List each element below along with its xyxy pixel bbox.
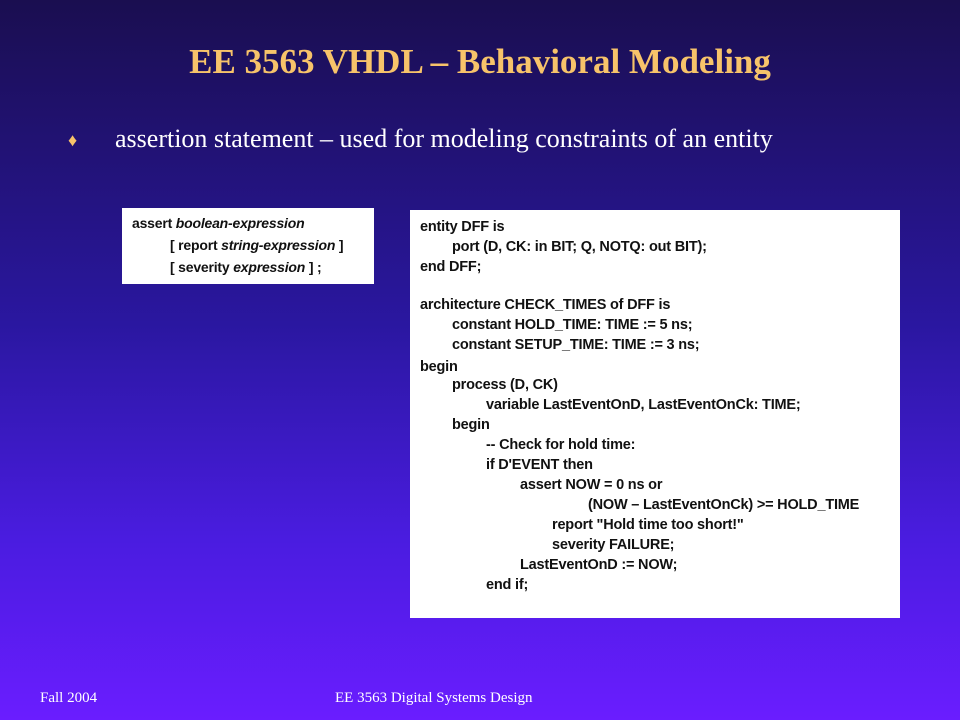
code-line: architecture CHECK_TIMES of DFF is: [420, 297, 671, 313]
code-line: begin: [452, 417, 490, 433]
footer-course: EE 3563 Digital Systems Design: [335, 690, 533, 706]
code-line: -- Check for hold time:: [486, 437, 636, 453]
code-line: assert NOW = 0 ns or: [520, 477, 663, 493]
code-line: entity DFF is: [420, 219, 505, 235]
code-line: constant HOLD_TIME: TIME := 5 ns;: [452, 317, 693, 333]
syntax-line-severity: [ severity expression ] ;: [170, 259, 322, 275]
code-line: (NOW – LastEventOnCk) >= HOLD_TIME: [588, 497, 860, 513]
footer-semester: Fall 2004: [40, 690, 98, 706]
code-line: constant SETUP_TIME: TIME := 3 ns;: [452, 337, 700, 353]
code-line: LastEventOnD := NOW;: [520, 557, 678, 573]
code-line: end DFF;: [420, 259, 482, 275]
code-line: end if;: [486, 577, 529, 593]
code-line: if D'EVENT then: [486, 457, 593, 473]
vhdl-code-image: [410, 210, 900, 618]
code-line: severity FAILURE;: [552, 537, 675, 553]
code-line: begin: [420, 359, 458, 375]
code-line: process (D, CK): [452, 377, 558, 393]
code-line: variable LastEventOnD, LastEventOnCk: TIME;: [486, 397, 801, 413]
code-line: port (D, CK: in BIT; Q, NOTQ: out BIT);: [452, 239, 707, 255]
syntax-line-assert: assert boolean-expression: [132, 215, 305, 231]
syntax-line-report: [ report string-expression ]: [170, 237, 344, 253]
slide-title: EE 3563 VHDL – Behavioral Modeling: [189, 42, 771, 81]
diamond-bullet-icon: ♦: [68, 130, 78, 150]
assert-syntax-image: [122, 208, 374, 284]
code-line: report "Hold time too short!": [552, 517, 744, 533]
bullet-text: assertion statement – used for modeling constraints of an entity: [115, 124, 773, 153]
